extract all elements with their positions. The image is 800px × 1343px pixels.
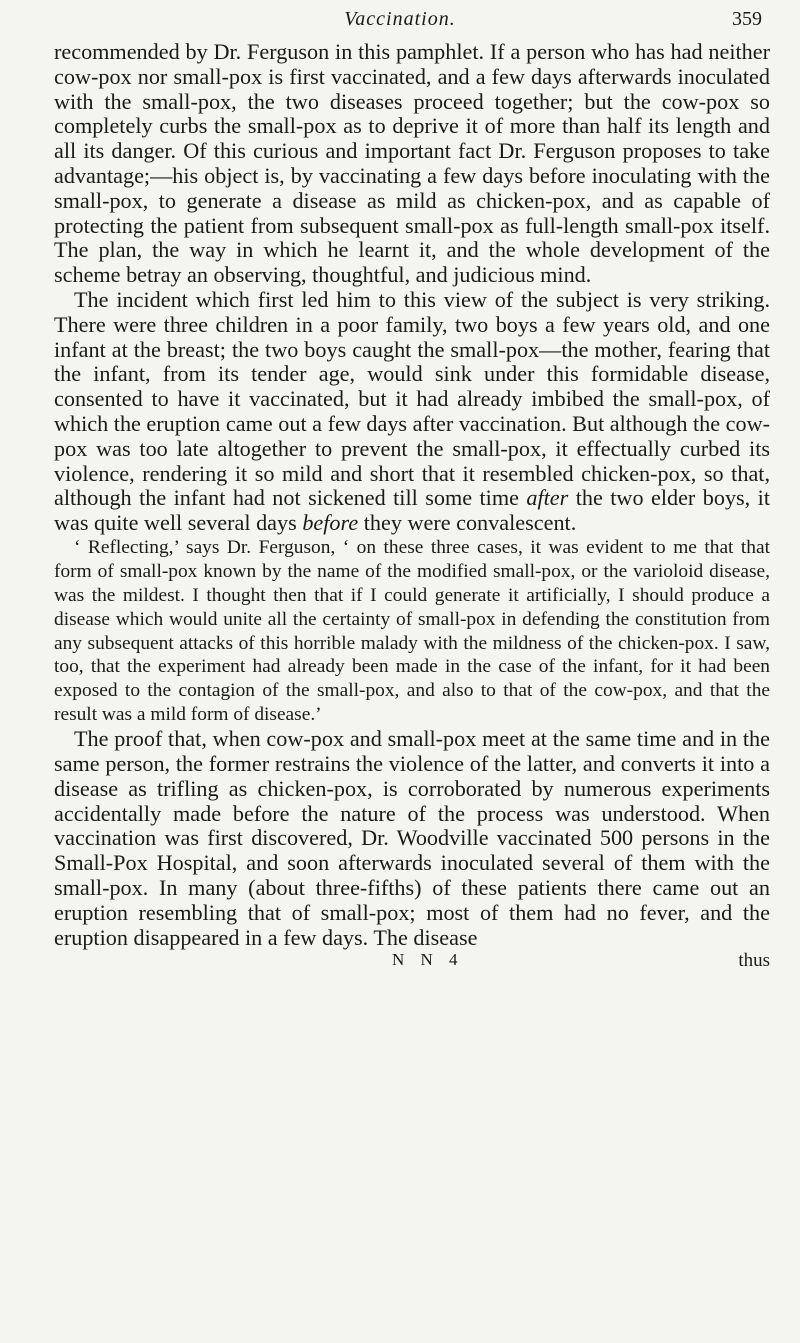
incident-text-1: The incident which first led him to this view of the subject is very striking. There were three children in a poor family, two boys a few years old, and one infant at the breast; the two boys caught the small-pox—the mother, fearing that the infant, from its tender age, would sink under this formidable disease, consented to have it vaccinated, but it had already imbibed the small-pox, of which the eruption came out a few days after vaccination. But although the cow-pox was too late altogether to prevent the small-pox, it effectually curbed its violence, rendering it so mild and short that it resembled chicken-pox, so that, although the infant had not sickened till some time xyxy=(54,286,770,511)
page-number: 359 xyxy=(732,8,762,30)
paragraph-incident xyxy=(54,288,770,536)
quoted-passage-ferguson: ‘ Reflecting,’ says Dr. Ferguson, ‘ on these three cases, it was evident to me that that form of small-pox known by the name of the modified small-pox, or the varioloid disease, was the mildest. I thought then that if I could generate it artificially, I should produce a disease which would unite all the certainty of small-pox in defending the constitution from any subsequent attacks of this horrible malady with the mildness of the chicken-pox. I saw, too, that the experiment had already been made in the case of the infant, for it had been exposed to the contagion of the small-pox, and also to that of the cow-pox, and that the result was a mild form of disease.’ xyxy=(54,536,770,726)
catchword: thus xyxy=(738,950,770,972)
printer-signature: N N 4 xyxy=(392,950,464,970)
paragraph-ferguson-proposal: recommended by Dr. Ferguson in this pamphlet. If a person who has had neither cow-pox nor small-pox is first vaccinated, and a few days afterwards inoculated with the small-pox, the two diseases proceed together; but the cow-pox so completely curbs the small-pox as to deprive it of more than half its length and all its danger. Of this curious and important fact Dr. Ferguson proposes to take advantage;—his object is, by vaccinating a few days before inoculating with the small-pox, to generate a disease as mild as chicken-pox, and as capable of protecting the patient from subsequent small-pox as full-length small-pox itself. The plan, the way in which he learnt it, and the whole development of the scheme betray an observing, thoughtful, and judicious mind. xyxy=(54,39,770,288)
emphasis-after: after xyxy=(526,485,569,511)
incident-text-3: they were convalescent. xyxy=(358,510,577,536)
running-head xyxy=(0,4,800,38)
paragraph-woodville-proof: The proof that, when cow-pox and small-pox meet at the same time and in the same person, the former restrains the violence of the latter, and converts it into a disease as trifling as chicken-pox, is corroborated by numerous experiments accidentally made before the nature of the process was understood. When vaccination was first discovered, Dr. Woodville vaccinated 500 persons in the Small-Pox Hospital, and soon afterwards inoculated several of them with the small-pox. In many (about three-fifths) of these patients there came out an eruption resembling that of small-pox; most of them had no fever, and the eruption disappeared in a few days. The disease xyxy=(54,726,770,950)
incident-text-2: the two elder boys, it was quite well several days xyxy=(54,485,770,536)
page-foot xyxy=(54,950,770,976)
running-title: Vaccination. xyxy=(344,8,456,30)
emphasis-before: before xyxy=(302,510,359,536)
